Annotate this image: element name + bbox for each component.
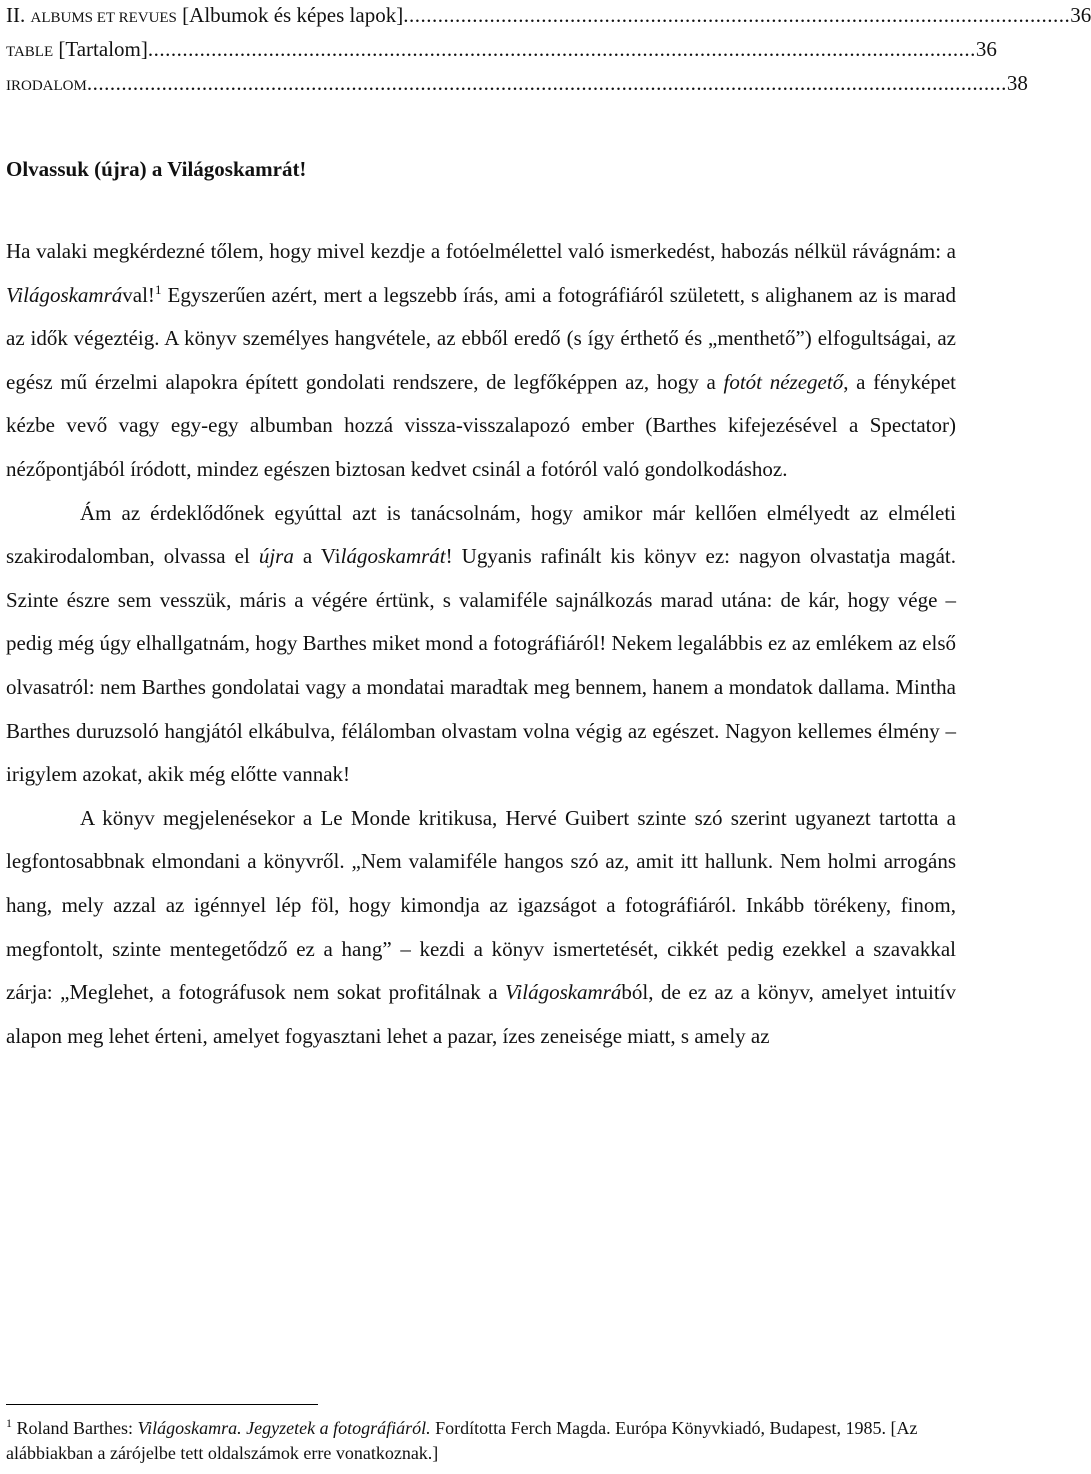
toc-entry-rest: [Tartalom] bbox=[53, 37, 148, 61]
text-run: val! bbox=[122, 282, 155, 307]
toc-leader-dots: .................................................................................................................... bbox=[403, 3, 1071, 27]
toc-page-number: 36 bbox=[1070, 3, 1091, 27]
article-body bbox=[6, 230, 956, 1058]
toc-entry-table[interactable] bbox=[6, 34, 997, 68]
footnote-reference[interactable]: 1 bbox=[154, 281, 162, 297]
italic-text-run: Világoskamrá bbox=[505, 980, 622, 1005]
toc-leader-dots: ................................................................................................................................................................ bbox=[86, 71, 1007, 95]
toc-entry-prefix: II. bbox=[6, 3, 31, 27]
footnote-mark: 1 bbox=[6, 1416, 12, 1430]
footnote bbox=[6, 1416, 956, 1466]
text-run: Roland Barthes: bbox=[12, 1418, 138, 1438]
toc-entry-rest: [Albumok és képes lapok] bbox=[176, 3, 404, 27]
paragraph-2 bbox=[6, 492, 956, 797]
text-run: ból, de ez az a könyv, amelyet intuitív alapon meg lehet érteni, amelyet fogyasztani lehet a pazar, ízes zeneisége miatt, s amely az bbox=[6, 980, 956, 1048]
toc-entry-caps: IRODALOM bbox=[6, 78, 87, 94]
toc-entry-caps: ALBUMS ET REVUES bbox=[30, 10, 177, 26]
italic-text-run: Világoskamra. Jegyzetek a fotográfiáról. bbox=[137, 1418, 431, 1438]
table-of-contents bbox=[6, 0, 1091, 102]
paragraph-1 bbox=[6, 230, 956, 492]
toc-entry-albums[interactable] bbox=[6, 0, 1091, 34]
text-run: Ám az érdeklődőnek egyúttal azt is tanácsolnám, hogy amikor már kellően elmélyedt az elméleti szakirodalomban, olvassa el bbox=[6, 500, 956, 569]
italic-text-run: lágoskamrát bbox=[340, 544, 446, 569]
toc-entry-label bbox=[6, 68, 87, 102]
toc-entry-irodalom[interactable] bbox=[6, 68, 1028, 102]
text-run: a Vi bbox=[293, 544, 341, 569]
toc-page-number: 38 bbox=[1006, 71, 1028, 95]
toc-page-number: 36 bbox=[975, 37, 997, 61]
text-run: Egyszerűen azért, mert a legszebb írás, ami a fotográfiáról született, s alighanem az is marad az idők végeztéig. A könyv személyes hangvétele, az ebből eredő (s így érthető és „menthető”) elfogultságai, az egész mű érzelmi alapokra épített gondolati rendszere, de legfőképpen az, hogy a bbox=[6, 282, 956, 394]
toc-leader-dots: ................................................................................................................................................ bbox=[147, 37, 976, 61]
italic-text-run: újra bbox=[258, 544, 294, 569]
footnote-divider bbox=[6, 1404, 318, 1405]
toc-entry-label bbox=[6, 0, 403, 34]
text-run: Fordította Ferch Magda. Európa Könyvkiadó, Budapest, 1985. [Az alábbiakban a zárójelbe tett oldalszámok erre vonatkoznak.] bbox=[6, 1418, 918, 1463]
text-run: A könyv megjelenésekor a Le Monde kritikusa, Hervé Guibert szinte szó szerint ugyanezt tartotta a legfontosabbnak elmondani a könyvről. „Nem valamiféle hangos szó az, amit itt hallunk. Nem holmi arrogáns hang, mely azzal az igénnyel lép föl, hogy kimondja az igazságot a fotográfiáról. Inkább törékeny, finom, megfontolt, szinte mentegetődző ez a hang” – kezdi a könyv ismertetését, cikkét pedig ezekkel a szavakkal zárja: „Meglehet, a fotográfusok nem sokat profitálnak a bbox=[6, 805, 956, 1005]
italic-text-run: Világoskamrá bbox=[6, 282, 123, 307]
article-title: Olvassuk (újra) a Világoskamrát! bbox=[6, 157, 307, 181]
paragraph-3 bbox=[6, 797, 956, 1059]
toc-entry-label bbox=[6, 34, 148, 68]
text-run: , a fényképet kézbe vevő vagy egy-egy albumban hozzá vissza-visszalapozó ember (Barthes kifejezésével a Spectator) nézőpontjából íródott, mindez egészen biztosan kedvet csinál a fotóról való gondolkodáshoz. bbox=[6, 369, 956, 481]
text-run: ! Ugyanis rafinált kis könyv ez: nagyon olvastatja magát. Szinte észre sem vesszük, máris a végére értünk, s valamiféle sajnálkozás marad utána: de kár, hogy vége – pedig még úgy elhallgatnám, hogy Barthes miket mond a fotográfiáról! Nekem legalábbis ez az emlékem az első olvasatról: nem Barthes gondolatai vagy a mondatai maradtak meg bennem, hanem a mondatok dallama. Mintha Barthes duruzsoló hangjától elkábulva, félálomban olvastam volna végig az egészet. Nagyon kellemes élmény – irigylem azokat, akik még előtte vannak! bbox=[6, 544, 956, 787]
document-page bbox=[6, 0, 1091, 1058]
toc-entry-caps: TABLE bbox=[6, 44, 54, 60]
text-run: Ha valaki megkérdezné tőlem, hogy mivel kezdje a fotóelmélettel való ismerkedést, habozás nélkül rávágnám: a bbox=[6, 239, 956, 263]
italic-text-run: fotót nézegető bbox=[723, 369, 844, 394]
